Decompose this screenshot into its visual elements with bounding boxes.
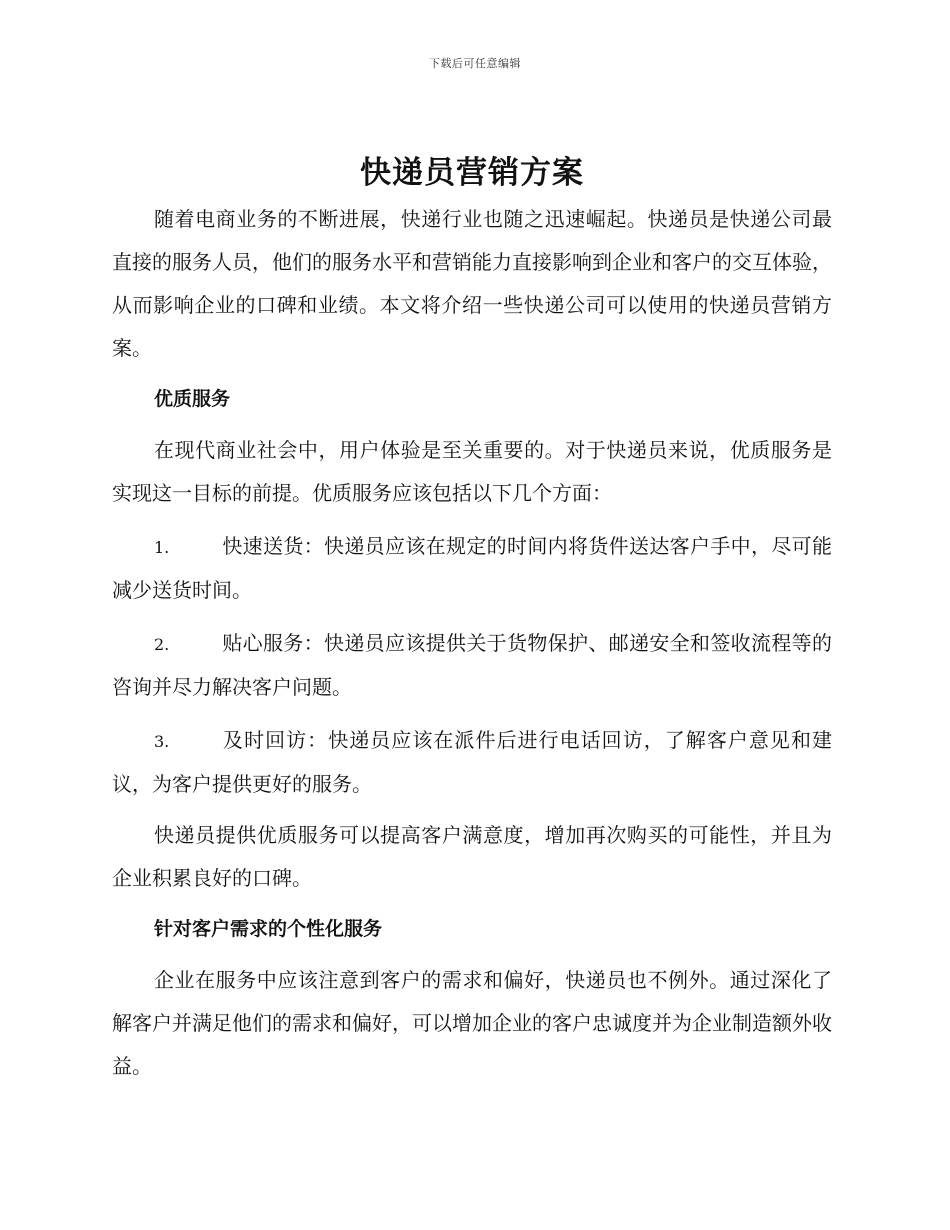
list-item: [112, 622, 832, 709]
list-item-number: 3.: [154, 732, 170, 751]
section2-paragraph-1: 企业在服务中应该注意到客户的需求和偏好，快递员也不例外。通过深化了解客户并满足他们的需求和偏好，可以增加企业的客户忠诚度并为企业制造额外收益。: [112, 968, 832, 1078]
list-item-number: 2.: [154, 635, 170, 654]
list-item-paragraph: [112, 622, 832, 709]
list-item-paragraph: [112, 719, 832, 806]
list-item: [112, 719, 832, 806]
list-item-text: 及时回访：快递员应该在派件后进行电话回访，了解客户意见和建议，为客户提供更好的服务。: [112, 728, 832, 796]
list-item-text: 快速送货：快递员应该在规定的时间内将货件送达客户手中，尽可能减少送货时间。: [112, 534, 832, 602]
document-body: [112, 150, 832, 1088]
list-item-paragraph: [112, 525, 832, 612]
section1-paragraph-2: 快递员提供优质服务可以提高客户满意度，增加再次购买的可能性，并且为企业积累良好的口碑。: [112, 823, 832, 890]
list-item-number: 1.: [154, 538, 170, 557]
header-note: 下载后可任意编辑: [429, 57, 521, 70]
intro-paragraph: 随着电商业务的不断进展，快递行业也随之迅速崛起。快递员是快递公司最直接的服务人员，他们的服务水平和营销能力直接影响到企业和客户的交互体验，从而影响企业的口碑和业绩。本文将介绍一些快递公司可以使用的快递员营销方案。: [112, 207, 832, 360]
section-heading-personalized-service: 针对客户需求的个性化服务: [154, 918, 383, 940]
document-title: 快递员营销方案: [360, 155, 584, 191]
list-item-text: 贴心服务：快递员应该提供关于货物保护、邮递安全和签收流程等的咨询并尽力解决客户问题。: [112, 631, 832, 699]
section1-paragraph-1: 在现代商业社会中，用户体验是至关重要的。对于快递员来说，优质服务是实现这一目标的前提。优质服务应该包括以下几个方面：: [112, 438, 832, 505]
list-item: [112, 525, 832, 612]
section-heading-quality-service: 优质服务: [154, 388, 231, 410]
